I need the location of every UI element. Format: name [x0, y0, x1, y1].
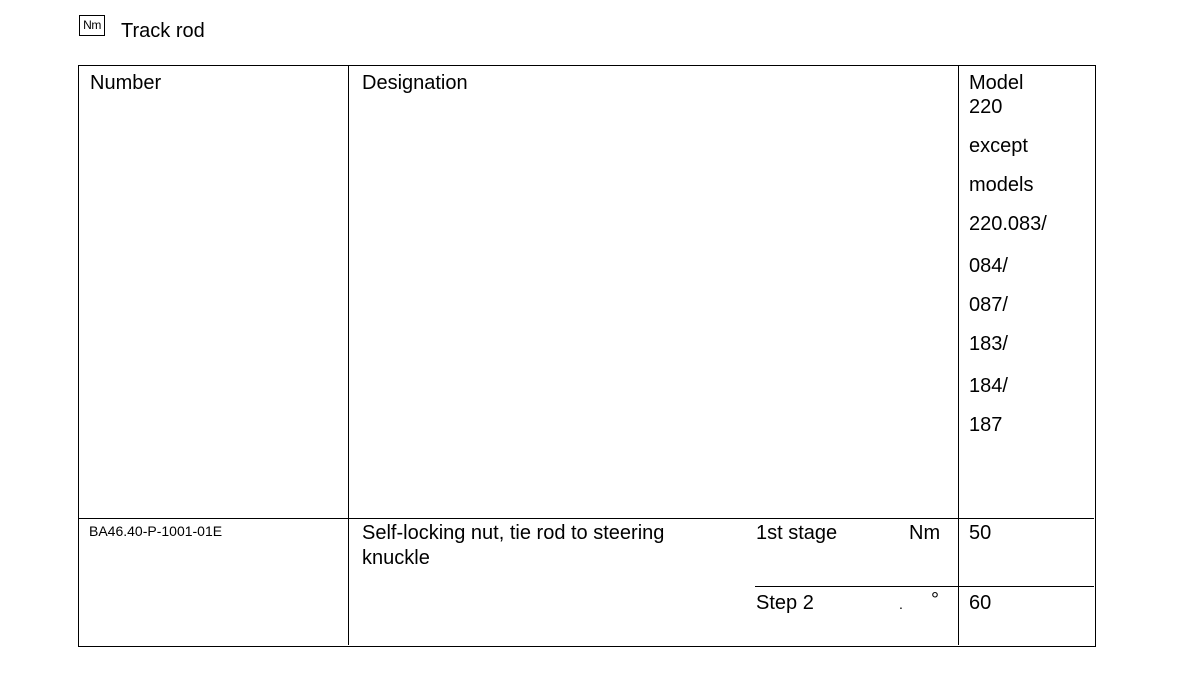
model-note: 220.083/: [969, 213, 1047, 235]
stage-2-label: Step 2: [756, 592, 814, 614]
row-number: BA46.40-P-1001-01E: [89, 523, 223, 539]
model-note: 087/: [969, 294, 1008, 316]
torque-table: [78, 65, 1096, 647]
stage-2-value: 60: [969, 592, 992, 614]
page-title: Track rod: [121, 20, 205, 42]
separator-dot: .: [899, 596, 903, 612]
row-designation: Self-locking nut, tie rod to steering: [362, 522, 665, 544]
model-note: models: [969, 174, 1034, 196]
torque-icon: Nm: [79, 15, 105, 36]
model-note: except: [969, 135, 1028, 157]
model-note: 183/: [969, 333, 1008, 355]
model-note: 184/: [969, 375, 1008, 397]
stage-1-unit: Nm: [909, 522, 941, 544]
column-divider: [348, 66, 349, 645]
header-number: Number: [90, 72, 162, 94]
row-designation-cont: knuckle: [362, 547, 430, 569]
column-divider: [958, 66, 959, 645]
row-divider: [79, 518, 1094, 519]
header-designation: Designation: [362, 72, 468, 94]
stage-2-unit: °: [931, 589, 939, 611]
header-model: Model: [969, 72, 1024, 94]
stage-1-value: 50: [969, 522, 992, 544]
model-list: [969, 95, 1047, 452]
model-note: 187: [969, 414, 1003, 436]
model-note: 084/: [969, 255, 1008, 277]
stage-1-label: 1st stage: [756, 522, 838, 544]
stage-divider: [755, 586, 1094, 587]
model-value: 220: [969, 96, 1003, 118]
